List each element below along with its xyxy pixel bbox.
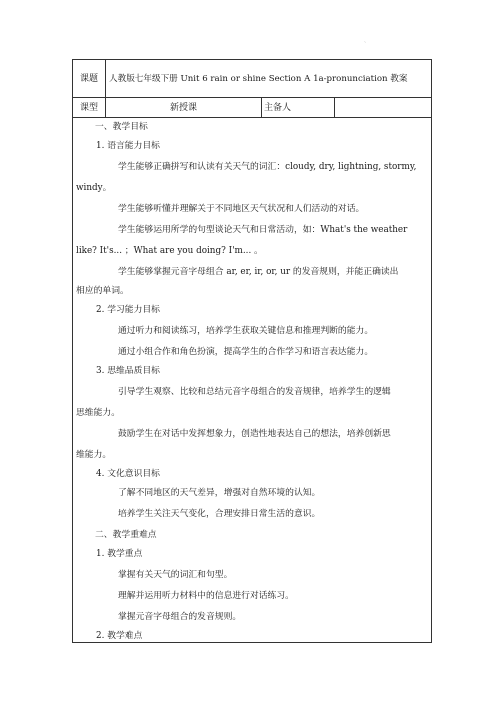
lesson-plan-table [72, 59, 432, 643]
title-value: 人教版七年级下册 Unit 6 rain or shine Section A 1a-pronunciation 教案 [106, 60, 432, 98]
key-points-paragraph-1: 掌握有关天气的词汇和句型。 [118, 570, 233, 580]
thinking-paragraph-1-cont: 思维能力。 [76, 408, 120, 418]
learning-paragraph-1: 通过听力和阅读练习，培养学生获取关键信息和推理判断的能力。 [118, 326, 374, 336]
language-ability-heading: 1. 语言能力目标 [96, 141, 160, 151]
language-paragraph-2: 学生能够听懂并理解关于不同地区天气状况和人们活动的对话。 [118, 204, 365, 214]
language-paragraph-4: 学生能够掌握元音字母组合 ar, er, ir, or, ur 的发音规则，并能正确读出 [118, 267, 399, 277]
title-label: 课题 [73, 60, 106, 98]
learning-ability-heading: 2. 学习能力目标 [96, 305, 160, 315]
content-row [73, 118, 432, 643]
language-paragraph-1: 学生能够正确拼写和认读有关天气的词汇：cloudy, dry, lightning, stormy, [118, 162, 417, 172]
thinking-paragraph-1: 引导学生观察、比较和总结元音字母组合的发音规律，培养学生的逻辑 [118, 387, 391, 397]
lesson-content [73, 121, 431, 642]
key-difficult-heading: 二、教学重难点 [95, 530, 157, 540]
key-points-heading: 1. 教学重点 [96, 549, 143, 559]
language-paragraph-1-cont: windy。 [76, 183, 112, 193]
thinking-paragraph-2-cont: 维能力。 [76, 450, 112, 460]
title-row [73, 60, 432, 98]
content-cell [73, 118, 432, 643]
learning-paragraph-2: 通过小组合作和角色扮演，提高学生的合作学习和语言表达能力。 [118, 347, 374, 357]
difficult-points-heading: 2. 教学难点 [96, 631, 143, 641]
key-points-paragraph-2: 理解并运用听力材料中的信息进行对话练习。 [118, 591, 294, 601]
language-paragraph-3-cont: like? It's... ；What are you doing? I'm... 。 [76, 246, 263, 256]
key-points-paragraph-3: 掌握元音字母组合的发音规则。 [118, 612, 242, 622]
language-paragraph-4-cont: 相应的单词。 [76, 286, 129, 296]
objectives-heading: 一、教学目标 [95, 122, 148, 132]
thinking-heading: 3. 思维品质目标 [96, 366, 160, 376]
culture-paragraph-2: 培养学生关注天气变化，合理安排日常生活的意识。 [118, 509, 321, 519]
language-paragraph-3: 学生能够运用所学的句型谈论天气和日常活动，如：What's the weather [118, 225, 408, 235]
author-label: 主备人 [262, 98, 335, 118]
culture-heading: 4. 文化意识目标 [96, 469, 160, 479]
type-row [73, 98, 432, 118]
type-value: 新授课 [106, 98, 262, 118]
type-label: 课型 [73, 98, 106, 118]
corner-mark: ` [364, 42, 367, 48]
thinking-paragraph-2: 鼓励学生在对话中发挥想象力，创造性地表达自己的想法，培养创新思 [118, 429, 391, 439]
author-value [335, 98, 432, 118]
culture-paragraph-1: 了解不同地区的天气差异，增强对自然环境的认知。 [118, 488, 321, 498]
